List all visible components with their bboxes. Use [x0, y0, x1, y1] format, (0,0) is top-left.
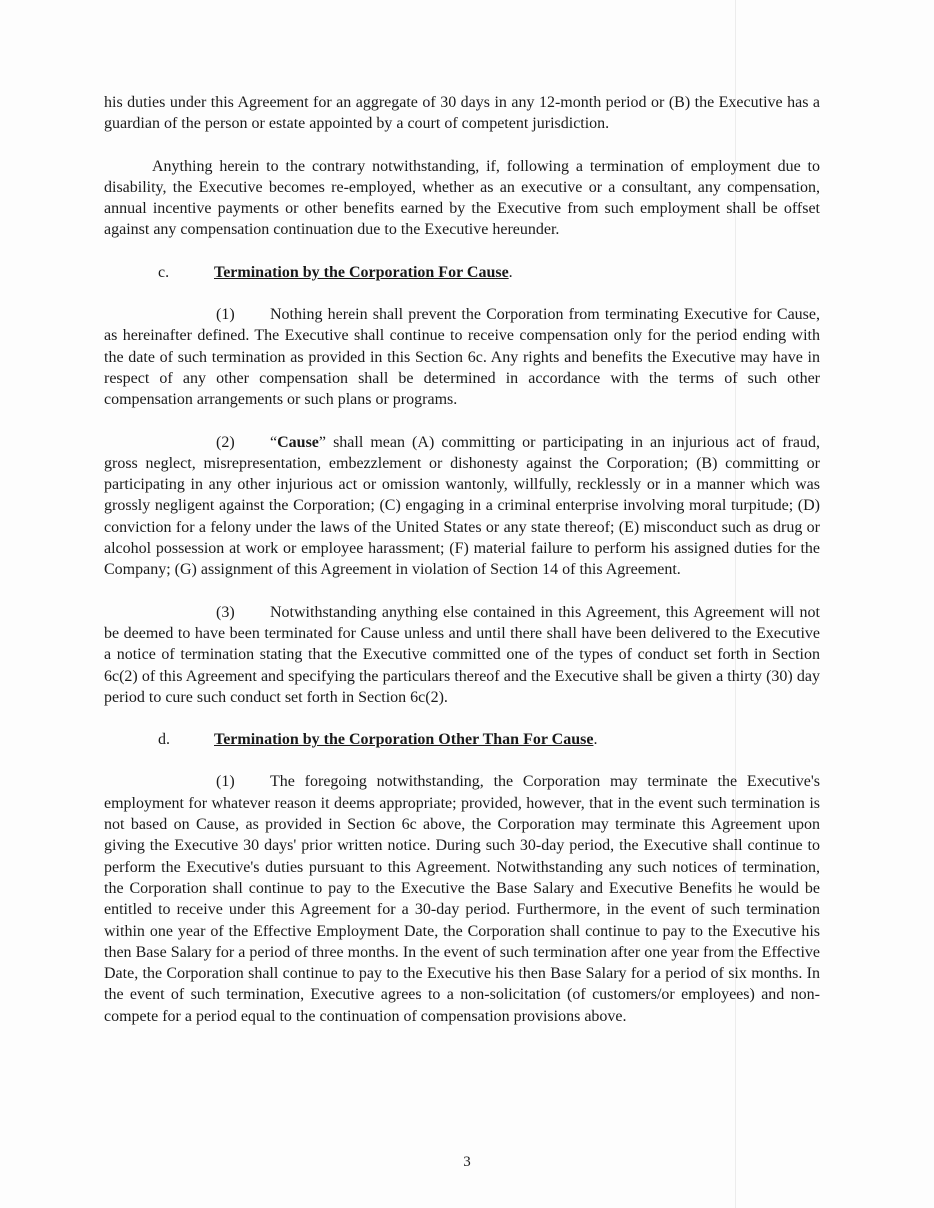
- section-c-heading: c. Termination by the Corporation For Cause.: [104, 262, 820, 283]
- section-c-item-1: [104, 304, 820, 410]
- section-c-item-2-text: shall mean (A) committing or participating in an injurious act of fraud, gross neglect, misrepresentation, embezzlement or dishonesty against the Corporation; (B) committing or participating in any other injurious act or omission wantonly, willfully, recklessly or in a manner which was grossly negligent against the Corporation; (C) engaging in a criminal enterprise involving moral turpitude; (D) conviction for a felony under the laws of the United States or any state thereof; (E) misconduct such as drug or alcohol possession at work or employee harassment; (F) material failure to perform his assigned duties for the Company; (G) assignment of this Agreement in violation of Section 14 of this Agreement.: [104, 433, 820, 579]
- section-d-letter: d.: [158, 731, 170, 749]
- section-d-item-1-text: The foregoing notwithstanding, the Corporation may terminate the Executive's employment for whatever reason it deems appropriate; provided, however, that in the event such termination is not based on Cause, as provided in Section 6c above, the Corporation may terminate this Agreement upon giving the Executive 30 days' prior written notice. During such 30-day period, the Executive shall continue to perform the Executive's duties pursuant to this Agreement. Notwithstanding any such notices of termination, the Corporation shall continue to pay to the Executive the Base Salary and Executive Benefits he would be entitled to receive under this Agreement for a 30-day period. Furthermore, in the event of such termination within one year of the Effective Employment Date, the Corporation shall continue to pay to the Executive his then Base Salary for a period of three months. In the event of such termination after one year from the Effective Date, the Corporation shall continue to pay to the Executive his then Base Salary for a period of six months. In the event of such termination, Executive agrees to a non-solicitation (of customers/or employees) and non-compete for a period equal to the continuation of compensation provisions above.: [104, 773, 820, 1025]
- section-c-letter: c.: [158, 263, 170, 281]
- section-c-item-3-text: Notwithstanding anything else contained in this Agreement, this Agreement will not be deemed to have been terminated for Cause unless and until there shall have been delivered to the Executive a notice of termination stating that the Executive committed one of the types of conduct set forth in Section 6c(2) of this Agreement and specifying the particulars thereof and the Executive shall be given a thirty (30) day period to cure such conduct set forth in Section 6c(2).: [104, 603, 820, 706]
- page-number: 3: [463, 1154, 471, 1170]
- section-c-item-1-text: Nothing herein shall prevent the Corporation from terminating Executive for Cause, as hereinafter defined. The Executive shall continue to receive compensation only for the period ending with the date of such termination as provided in this Section 6c. Any rights and benefits the Executive may have in respect of any other compensation shall be determined in accordance with the terms of such other compensation arrangements or such plans or programs.: [104, 306, 820, 409]
- section-d-item-1: [104, 771, 820, 1027]
- section-d-item-1-number: (1): [216, 773, 235, 791]
- section-c-item-3-number: (3): [216, 603, 235, 621]
- section-d-title: Termination by the Corporation Other Than For Cause: [214, 731, 594, 749]
- section-c-item-2-number: (2): [216, 433, 235, 451]
- section-c-item-2: (2) “Cause” shall mean (A) committing or participating in an injurious act of fraud, gross neglect, misrepresentation, embezzlement or dishonesty against the Corporation; (B) committing or participating in any other injurious act or omission wantonly, willfully, recklessly or in a manner which was grossly negligent against the Corporation; (C) engaging in a criminal enterprise involving moral turpitude; (D) conviction for a felony under the laws of the United States or any state thereof; (E) misconduct such as drug or alcohol possession at work or employee harassment; (F) material failure to perform his assigned duties for the Company; (G) assignment of this Agreement in violation of Section 14 of this Agreement.: [104, 433, 820, 579]
- section-d-heading: d. Termination by the Corporation Other Than For Cause.: [104, 729, 820, 750]
- section-c-item-1-number: (1): [216, 306, 235, 324]
- section-c-item-3: [104, 602, 820, 708]
- defined-term-cause: Cause: [277, 433, 319, 451]
- document-body: [104, 92, 820, 1027]
- paragraph-disability-continued: his duties under this Agreement for an aggregate of 30 days in any 12-month period or (B) the Executive has a guardian of the person or estate appointed by a court of competent jurisdiction.: [104, 94, 820, 133]
- section-c-title: Termination by the Corporation For Cause: [214, 263, 509, 281]
- paragraph-reemployment: Anything herein to the contrary notwithstanding, if, following a termination of employment due to disability, the Executive becomes re-employed, whether as an executive or a consultant, any compensation, annual incentive payments or other benefits earned by the Executive from such employment shall be offset against any compensation continuation due to the Executive hereunder.: [104, 157, 820, 239]
